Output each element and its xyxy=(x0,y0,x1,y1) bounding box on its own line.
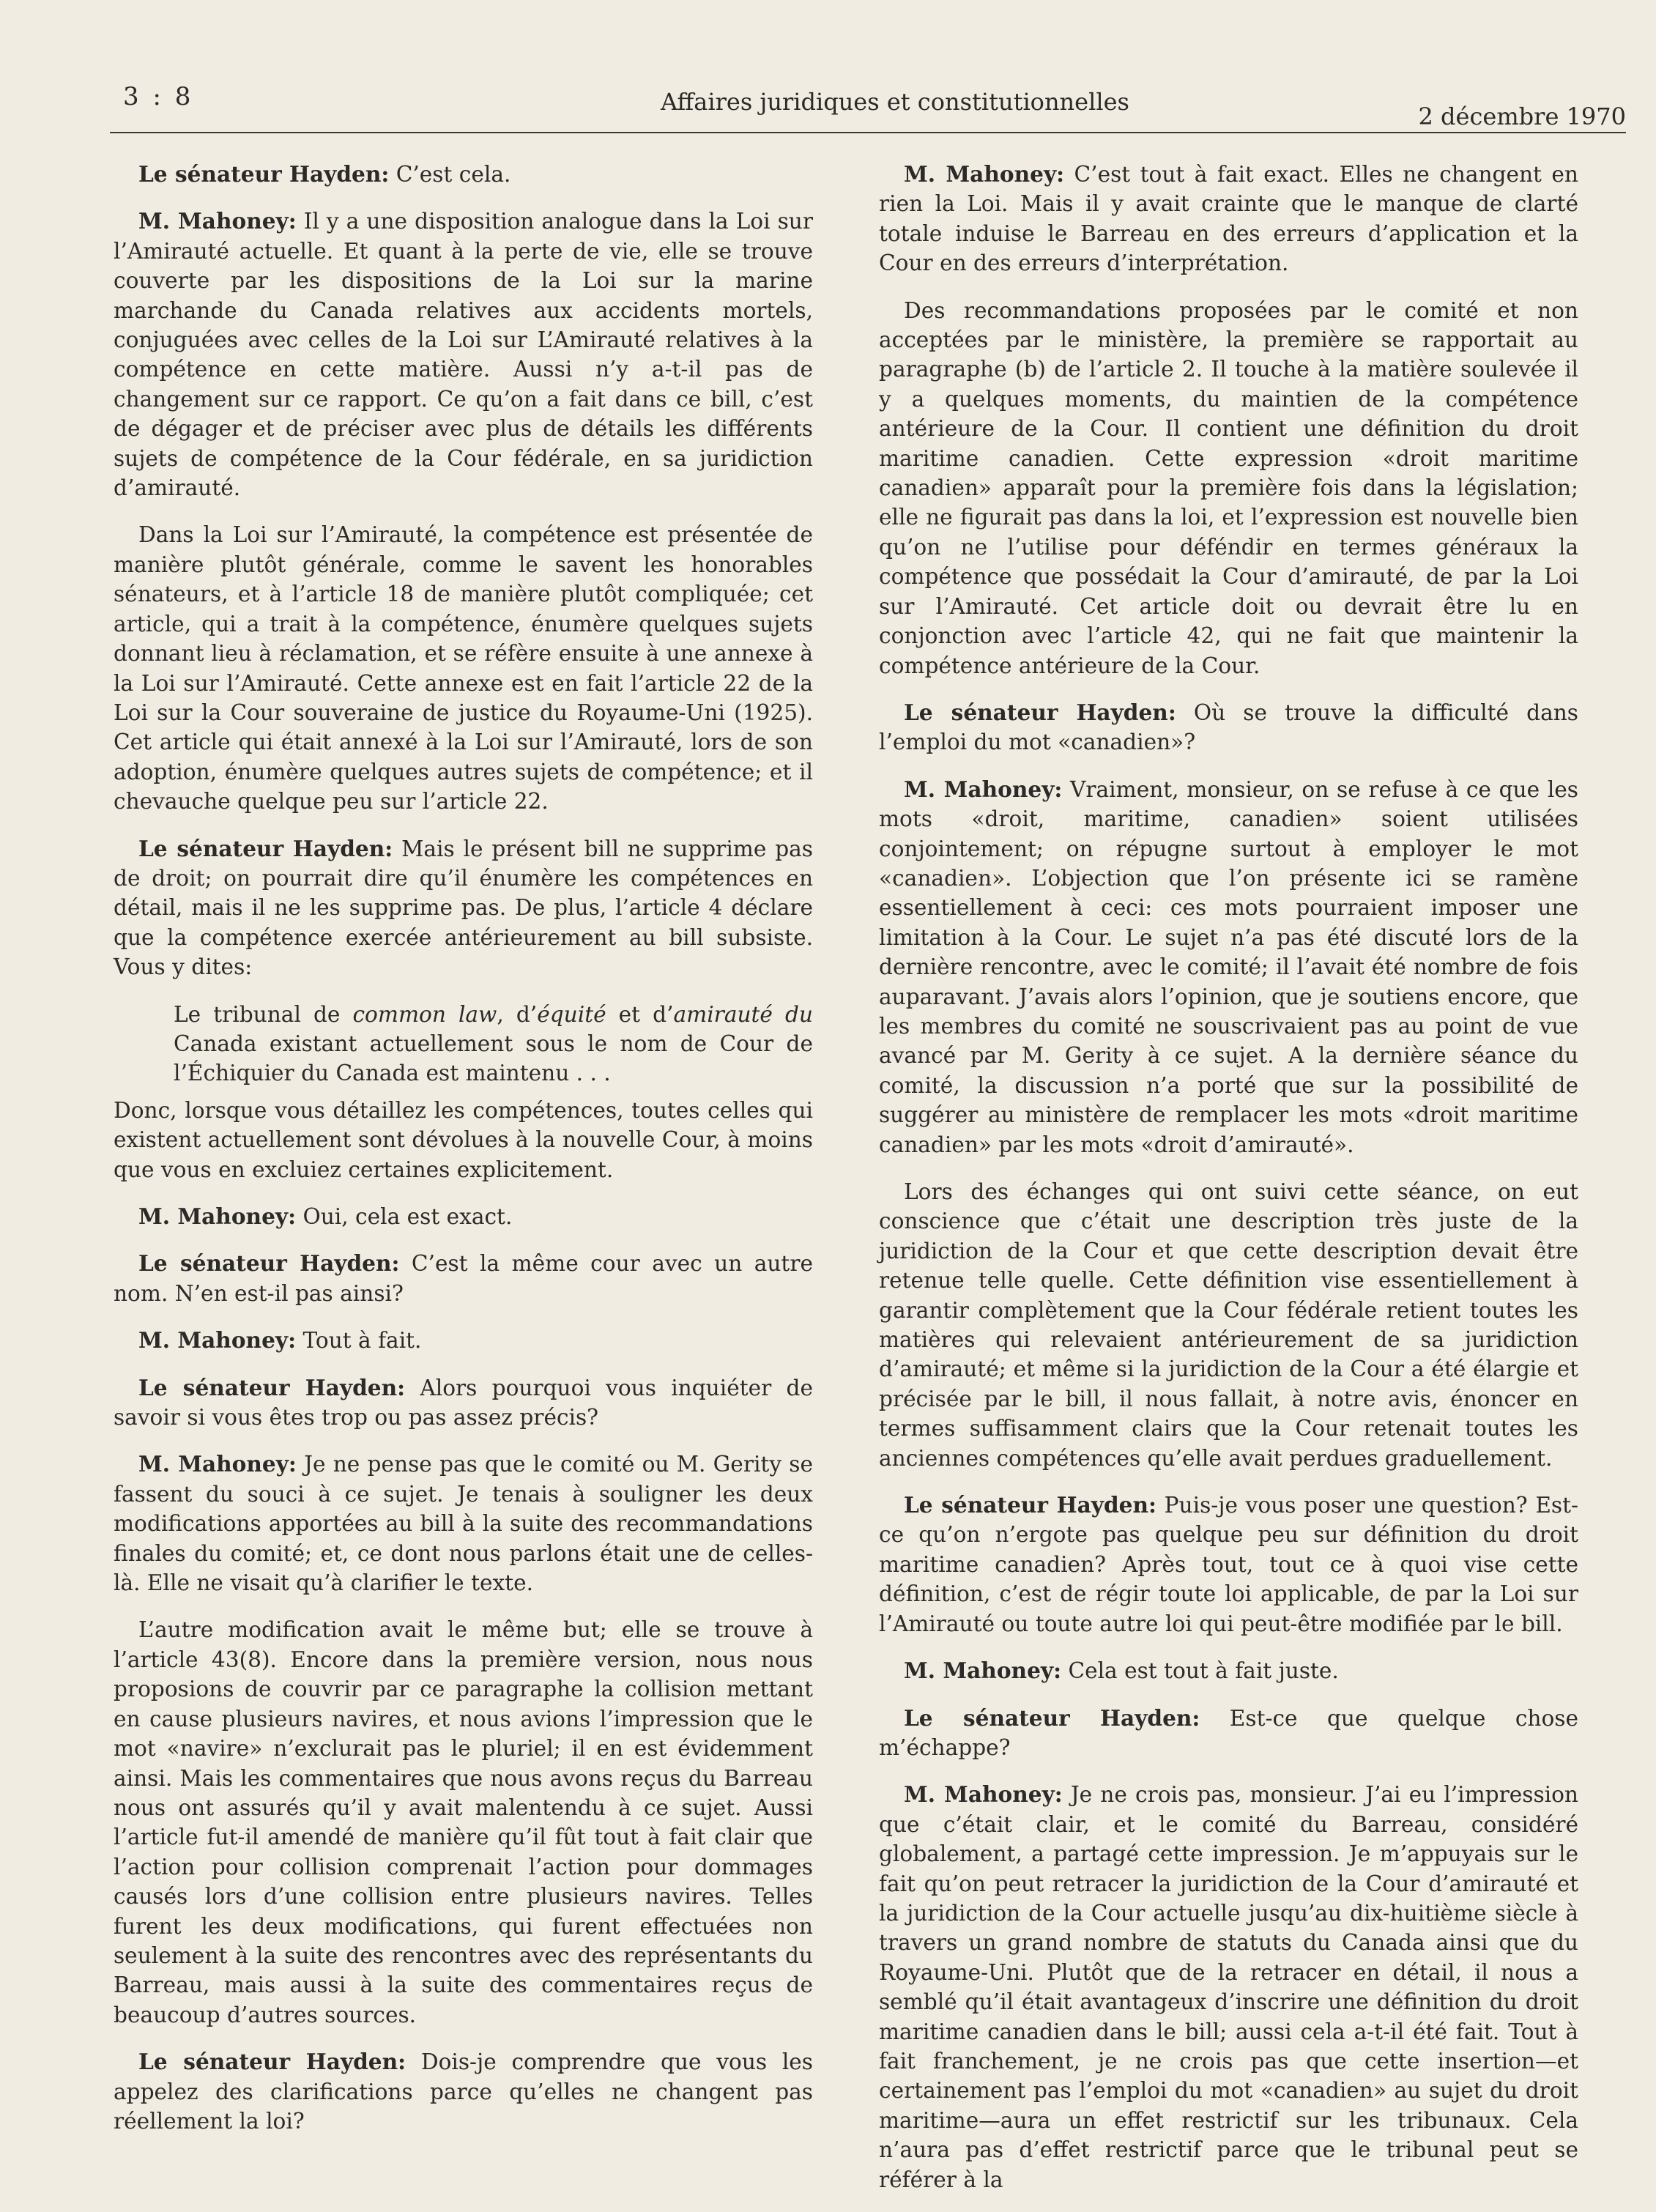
paragraph-text: Vraiment, monsieur, on se refuse à ce que les mots «droit, maritime, canadien» soient utilisées conjointement; on répugne surtout à employer le mot «canadien». L’objection que l’on présente ici se ramène essentiellement à ceci: ces mots pourraient imposer une limitation à la Cour. Le sujet n’a pas été discuté lors de la dernière rencontre, avec le comité; il l’avait été nombre de fois auparavant. J’avais alors l’opinion, que je soutiens encore, que les membres du comité ne souscrivaient pas au point de vue avancé par M. Gerity à ce sujet. A la dernière séance du comité, la discussion n’a porté que sur la possibilité de suggérer au ministère de remplacer les mots «droit maritime canadien» par les mots «droit d’amirauté». xyxy=(879,776,1578,1157)
paragraph xyxy=(114,2047,813,2136)
paragraph-text: C’est la même cour avec un autre nom. N’en est-il pas ainsi? xyxy=(114,1251,813,1306)
paragraph-text: L’autre modification avait le même but; elle se trouve à l’article 43(8). Encore dans la première version, nous nous proposions de couvrir par ce paragraphe la collision mettant en cause plusieurs navires, et nous avions l’impression que le mot «navire» n’exclurait pas le pluriel; il en est évidemment ainsi. Mais les commentaires que nous avons reçus du Barreau nous ont assurés qu’il y avait malentendu à ce sujet. Aussi l’article fut-il amendé de manière qu’il fût tout à fait clair que l’action pour collision comprenait l’action pour dommages causés lors d’une collision entre plusieurs navires. Telles furent les deux modifications, qui furent effectuées non seulement à la suite des rencontres avec des représentants du Barreau, mais aussi à la suite des commentaires reçus de beaucoup d’autres sources. xyxy=(114,1617,813,2027)
page-header xyxy=(110,73,1626,133)
speaker-name: Le sénateur Hayden: xyxy=(904,699,1176,725)
paragraph-text: C’est cela. xyxy=(389,162,511,187)
paragraph xyxy=(879,1656,1578,1685)
paragraph xyxy=(114,520,813,816)
left-column xyxy=(114,160,813,2153)
paragraph-text: Je ne pense pas que le comité ou M. Gerity se fassent du souci à ce sujet. Je tenais à souligner les deux modifications apportées au bill à la suite des recommandations finales du comité; et, ce dont nous parlons était une de celles-là. Elle ne visait qu’à clarifier le texte. xyxy=(114,1452,813,1596)
paragraph xyxy=(114,1326,813,1355)
paragraph-text: Il y a une disposition analogue dans la Loi sur l’Amirauté actuelle. Et quant à la perte de vie, elle se trouve couverte par les dispositions de la Loi sur la marine marchande du Canada relatives aux accidents mortels, conjuguées avec celles de la Loi sur L’Amirauté relatives à la compétence en cette matière. Aussi n’y a-t-il pas de changement sur ce rapport. Ce qu’on a fait dans ce bill, c’est de dégager et de préciser avec plus de détails les différents sujets de compétence de la Cour fédérale, en sa juridiction d’amirauté. xyxy=(114,209,813,501)
speaker-name: Le sénateur Hayden: xyxy=(138,2049,406,2075)
paragraph-text: Puis-je vous poser une question? Est-ce qu’on n’ergote pas quelque peu sur définition du droit maritime canadien? Après tout, tout ce à quoi vise cette définition, c’est de régir toute loi applicable, de par la Loi sur l’Amirauté ou toute autre loi qui peut-être modifiée par le bill. xyxy=(879,1493,1579,1636)
quote-text: , d’ xyxy=(497,1001,538,1027)
page-number: 3 : 8 xyxy=(123,82,194,111)
paragraph-text: Dans la Loi sur l’Amirauté, la compétence est présentée de manière plutôt générale, comme le savent les honorables sénateurs, et à l’article 18 de manière plutôt compliquée; cet article, qui a trait à la compétence, énumère quelques sujets donnant lieu à réclamation, et se réfère ensuite à une annexe à la Loi sur l’Amirauté. Cette annexe est en fait l’article 22 de la Loi sur la Cour souveraine de justice du Royaume-Uni (1925). Cet article qui était annexé à la Loi sur l’Amirauté, lors de son adoption, énumère quelques autres sujets de compétence; et il chevauche quelque peu sur l’article 22. xyxy=(114,522,813,814)
paragraph-text: Tout à fait. xyxy=(296,1328,422,1354)
paragraph-text: Dois-je comprendre que vous les appelez des clarifications parce qu’elles ne changent pas réellement la loi? xyxy=(114,2049,813,2134)
speaker-name: M. Mahoney: xyxy=(904,1781,1063,1808)
paragraph-text: Oui, cela est exact. xyxy=(296,1204,513,1229)
speaker-name: Le sénateur Hayden: xyxy=(138,1374,406,1400)
paragraph xyxy=(114,1096,813,1184)
speaker-name: Le sénateur Hayden: xyxy=(138,161,390,187)
paragraph-text: Où se trouve la difficulté dans l’emploi du mot «canadien»? xyxy=(879,699,1578,755)
paragraph xyxy=(879,775,1578,1159)
paragraph xyxy=(879,1780,1578,2194)
paragraph-text: Mais le présent bill ne supprime pas de droit; on pourrait dire qu’il énumère les compétences en détail, mais il ne les supprime pas. De plus, l’article 4 déclare que la compétence exercée antérieurement au bill subsiste. Vous y dites: xyxy=(114,836,813,980)
speaker-name: M. Mahoney: xyxy=(138,208,297,234)
speaker-name: M. Mahoney: xyxy=(138,1203,297,1229)
right-column xyxy=(879,160,1578,2212)
speaker-name: M. Mahoney: xyxy=(904,161,1065,187)
block-quote xyxy=(114,1000,813,1088)
paragraph xyxy=(879,1704,1578,1763)
paragraph-text: Je ne crois pas, monsieur. J’ai eu l’impression que c’était clair, et le comité du Barreau, considéré globalement, a partagé cette impression. Je m’appuyais sur le fait qu’on peut retracer la juridiction de la Cour d’amirauté et la juridiction de la Cour actuelle jusqu’au dix-huitième siècle à travers un grand nombre de statuts du Canada ainsi que du Royaume-Uni. Plutôt que de la retracer en détail, il nous a semblé qu’il était avantageux d’inscrire une définition du droit maritime canadien dans le bill; aussi cela a-t-il été fait. Tout à fait franchement, je ne crois pas que cette insertion—et certainement pas l’emploi du mot «canadien» au sujet du droit maritime—aura un effet restrictif sur les tribunaux. Cela n’aura pas d’effet restrictif parce que le tribunal peut se référer à la xyxy=(879,1782,1578,2192)
quote-text: et d’ xyxy=(606,1001,674,1027)
paragraph-text: Des recommandations proposées par le comité et non acceptées par le ministère, la première se rapportait au paragraphe (b) de l’article 2. Il touche à la matière soulevée il y a quelques moments, du maintien de la compétence antérieure de la Cour. Il contient une définition du droit maritime canadien. Cette expression «droit maritime canadien» apparaît pour la première fois dans la législation; elle ne figurait pas dans la loi, et l’expression est nouvelle bien qu’on ne l’utilise pour déféndir en termes généraux la compétence que possédait la Cour d’amirauté, de par la Loi sur l’Amirauté. Cet article doit ou devrait être lu en conjonction avec l’article 42, qui ne fait que maintenir la compétence antérieure de la Cour. xyxy=(879,297,1578,678)
paragraph xyxy=(114,1615,813,2030)
speaker-name: Le sénateur Hayden: xyxy=(138,835,393,861)
speaker-name: Le sénateur Hayden: xyxy=(138,1250,400,1277)
quote-text: Canada existant actuellement sous le nom de Cour de l’Échiquier du Canada est maintenu . . . xyxy=(174,1031,813,1086)
paragraph-text: Est-ce que quelque chose m’échappe? xyxy=(879,1705,1578,1760)
paragraph-text: Lors des échanges qui ont suivi cette séance, on eut conscience que c’était une description très juste de la juridiction de la Cour et que cette description devait être retenue telle quelle. Cette définition vise essentiellement à garantir complètement que la Cour fédérale retient toutes les matières qui relevaient antérieurement de sa juridiction d’amirauté; et même si la juridiction de la Cour a été élargie et précisée par le bill, il nous fallait, à notre avis, énoncer en termes suffisamment clairs que la Cour retenait toutes les anciennes compétences qu’elle avait perdues graduellement. xyxy=(879,1179,1578,1471)
paragraph xyxy=(114,160,813,189)
paragraph xyxy=(879,296,1578,680)
paragraph-text: Cela est tout à fait juste. xyxy=(1061,1658,1339,1684)
paragraph xyxy=(114,207,813,502)
quote-italic: équité xyxy=(537,1001,606,1027)
speaker-name: Le sénateur Hayden: xyxy=(904,1704,1200,1731)
paragraph-text: Donc, lorsque vous détaillez les compétences, toutes celles qui existent actuellement sont dévolues à la nouvelle Cour, à moins que vous en excluiez certaines explicitement. xyxy=(114,1097,813,1182)
paragraph xyxy=(114,834,813,982)
paragraph xyxy=(114,1249,813,1308)
quote-italic: amirauté du xyxy=(673,1001,813,1027)
paragraph-text: C’est tout à fait exact. Elles ne changent en rien la Loi. Mais il y avait crainte que le manque de clarté totale induise le Barreau en des erreurs d’application et la Cour en des erreurs d’interprétation. xyxy=(879,162,1578,276)
header-date: 2 décembre 1970 xyxy=(1418,103,1626,130)
speaker-name: Le sénateur Hayden: xyxy=(904,1492,1156,1518)
quote-italic: common law xyxy=(352,1001,497,1027)
paragraph xyxy=(879,1177,1578,1473)
speaker-name: M. Mahoney: xyxy=(138,1451,297,1477)
speaker-name: M. Mahoney: xyxy=(904,776,1063,802)
speaker-name: M. Mahoney: xyxy=(904,1658,1062,1684)
paragraph xyxy=(114,1202,813,1231)
paragraph xyxy=(879,160,1578,278)
paragraph xyxy=(879,698,1578,757)
paragraph xyxy=(114,1450,813,1597)
speaker-name: M. Mahoney: xyxy=(138,1327,297,1354)
quote-text: Le tribunal de xyxy=(174,1001,353,1027)
paragraph xyxy=(879,1491,1578,1638)
paragraph xyxy=(114,1373,813,1433)
paragraph-text: Alors pourquoi vous inquiéter de savoir si vous êtes trop ou pas assez précis? xyxy=(114,1375,814,1430)
running-title: Affaires juridiques et constitutionnelles xyxy=(661,88,1129,116)
